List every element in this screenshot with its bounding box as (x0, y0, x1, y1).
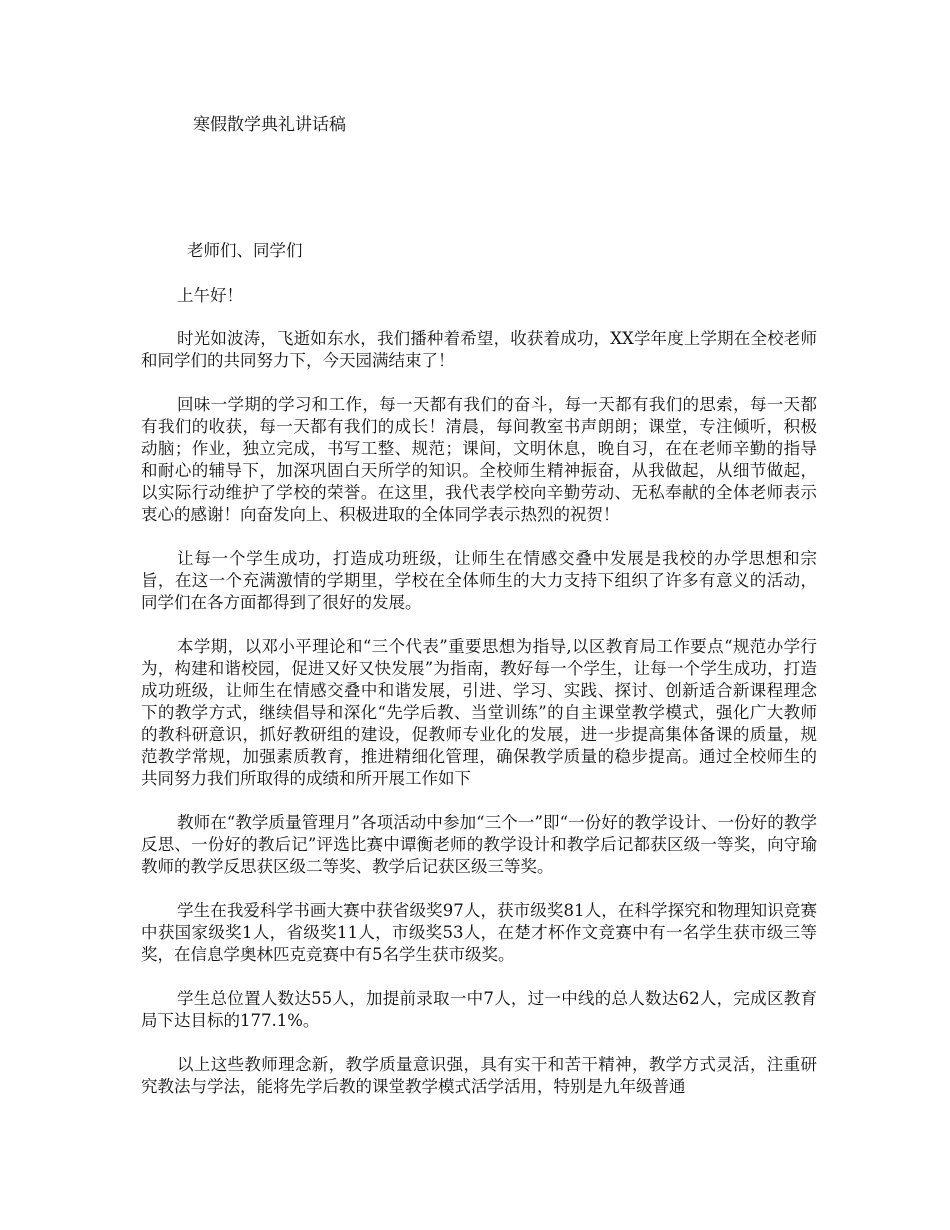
paragraph: 让每一个学生成功，打造成功班级，让师生在情感交叠中发展是我校的办学思想和宗旨，在这一个充满激情的学期里，学校在全体师生的大力支持下组织了许多有意义的活动，同学们在各方面都得到了很好的发展。 (141, 549, 817, 612)
paragraph: 本学期，以邓小平理论和“三个代表”重要思想为指导,以区教育局工作要点“规范办学行为，构建和谐校园，促进又好又快发展”为指南，教好每一个学生，让每一个学生成功，打造成功班级，让师生在情感交叠中和谐发展，引进、学习、实践、探讨、创新适合新课程理念下的教学方式，继续倡导和深化“先学后教、当堂训练”的自主课堂教学模式，强化广大教师的教科研意识，抓好教研组的建设，促教师专业化的发展，进一步提高集体备课的质量，规范教学常规，加强素质教育，推进精细化管理，确保教学质量的稳步提高。通过全校师生的共同努力我们所取得的成绩和所开展工作如下 (141, 637, 817, 788)
paragraph: 时光如波涛，飞逝如东水，我们播种着希望，收获着成功，XX学年度上学期在全校老师和同学们的共同努力下，今天园满结束了！ (141, 329, 817, 370)
paragraph: 学生总位置人数达55人，加提前录取一中7人，过一中线的总人数达62人，完成区教育局下达目标的177.1%。 (141, 989, 817, 1030)
paragraph: 以上这些教师理念新，教学质量意识强，具有实干和苦干精神，教学方式灵活，注重研究教法与学法，能将先学后教的课堂教学模式活学活用，特别是九年级普通 (141, 1055, 817, 1096)
paragraph-greeting: 上午好！ (177, 286, 243, 305)
salutation: 老师们、同学们 (187, 241, 303, 260)
paragraph: 学生在我爱科学书画大赛中获省级奖97人，获市级奖81人，在科学探究和物理知识竞赛中获国家级奖1人，省级奖11人，市级奖53人，在楚才杯作文竞赛中有一名学生获市级三等奖，在信息学奥林匹克竞赛中有5名学生获市级奖。 (141, 901, 817, 964)
paragraph: 教师在“教学质量管理月”各项活动中参加“三个一”即“一份好的教学设计、一份好的教学反思、一份好的教后记”评选比赛中谭衡老师的教学设计和教学后记都获区级一等奖，向守瑜教师的教学反思获区级二等奖、教学后记获区级三等奖。 (141, 813, 817, 876)
document-title: 寒假散学典礼讲话稿 (193, 115, 346, 135)
document-body (141, 240, 817, 1120)
paragraph: 回味一学期的学习和工作，每一天都有我们的奋斗，每一天都有我们的思索，每一天都有我们的收获，每一天都有我们的成长！清晨，每间教室书声朗朗；课堂，专注倾听，积极动脑；作业，独立完成，书写工整、规范；课间，文明休息，晚自习，在在老师辛勤的指导和耐心的辅导下，加深巩固白天所学的知识。全校师生精神振奋，从我做起，从细节做起，以实际行动维护了学校的荣誉。在这里，我代表学校向辛勤劳动、无私奉献的全体老师表示衷心的感谢！向奋发向上、积极进取的全体同学表示热烈的祝贺！ (141, 395, 817, 524)
